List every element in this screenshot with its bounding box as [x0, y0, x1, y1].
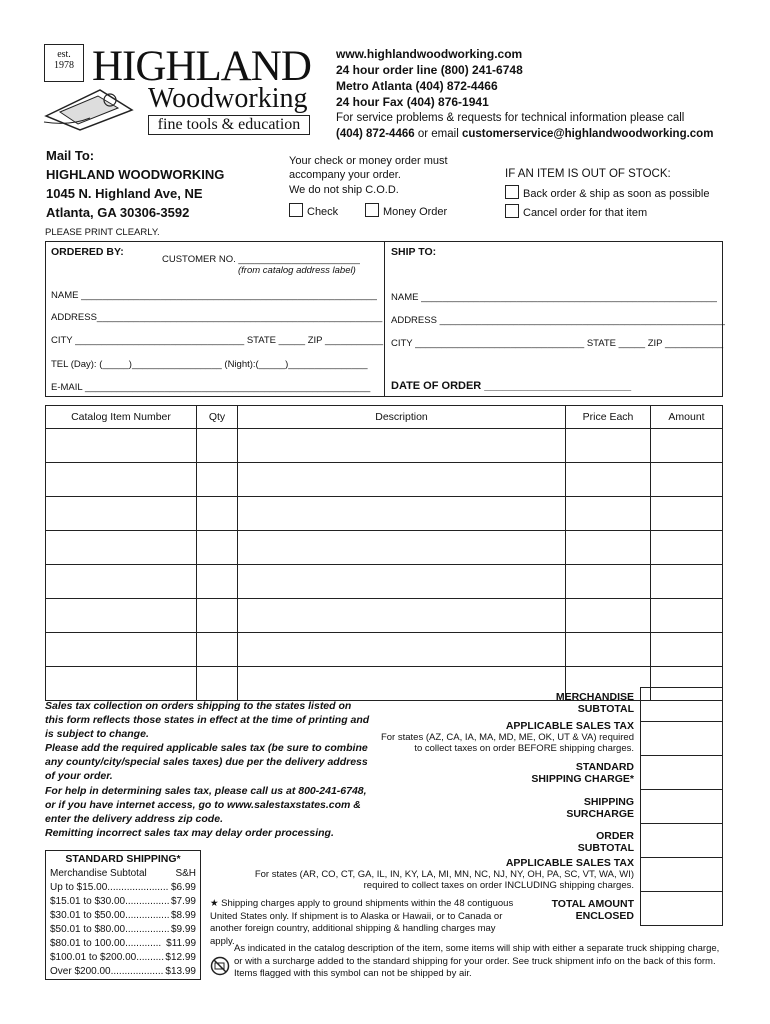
table-row [46, 599, 723, 633]
truck-shipping-footnote: As indicated in the catalog description of the item, some items will ship with either a separate truck shipping charge, or with a surcharge added to the standard shipping for your order. See truck shipment info on the back of this form. Items flagged with this symbol can not be shipped by air. [234, 943, 720, 979]
backorder-checkbox[interactable] [505, 185, 519, 199]
surcharge-label [420, 796, 634, 820]
cell-desc[interactable] [238, 531, 566, 565]
mail-to-label: Mail To: [46, 148, 95, 163]
sur-label-1: SHIPPING [583, 796, 634, 808]
cancel-label: Cancel order for that item [523, 207, 648, 219]
col-qty: Qty [197, 406, 238, 429]
cell-price[interactable] [566, 565, 651, 599]
service-or: or email [414, 128, 462, 140]
cell-item[interactable] [46, 463, 197, 497]
service-contact [336, 127, 713, 142]
cell-qty[interactable] [197, 599, 238, 633]
order-line: 24 hour order line (800) 241-6748 [336, 63, 523, 77]
customer-no-field[interactable]: CUSTOMER NO. _______________________ [162, 254, 360, 265]
date-of-order-field[interactable]: DATE OF ORDER ________________________ [391, 380, 632, 392]
service-phone: (404) 872-4466 [336, 128, 415, 140]
address-divider [384, 241, 385, 397]
sales-tax-1-note-b: to collect taxes on order BEFORE shipping charges. [414, 743, 634, 754]
shipping-footnote: ★ Shipping charges apply to ground shipments within the 48 contiguous United States only. If shipment is to Alaska or Hawaii, or to Canada or another foreign country, additional shipping & handling charges may apply. [210, 898, 514, 947]
tax-note-4: Remitting incorrect sales tax may delay order processing. [45, 827, 334, 839]
cell-item[interactable] [46, 599, 197, 633]
items-header-row [46, 406, 723, 429]
ordered-by-address-field[interactable]: ADDRESS______________________________________________________ [51, 312, 383, 323]
list-item [46, 951, 200, 965]
ordered-by-heading: ORDERED BY: [51, 246, 124, 258]
check-option[interactable] [289, 203, 338, 219]
ship-to-address-field[interactable]: ADDRESS ______________________________________________________ [391, 315, 725, 326]
ordered-by-tel-field[interactable]: TEL (Day): (_____)_________________ (Night):(_____)_______________ [51, 359, 368, 370]
shipping-price: $7.99 [170, 896, 196, 907]
merch-subtotal-box[interactable] [640, 687, 723, 722]
ordered-by-city-field[interactable]: CITY ________________________________ STATE _____ ZIP ___________ [51, 335, 384, 346]
shipping-price: $12.99 [165, 952, 196, 963]
shipping-range: $100.01 to $200.00.......... [50, 952, 164, 963]
cell-amount[interactable] [651, 565, 723, 599]
total-enclosed-label [520, 898, 634, 922]
cell-amount[interactable] [651, 599, 723, 633]
stock-option-cancel[interactable] [505, 204, 647, 220]
check-label: Check [307, 206, 339, 218]
no-air-shipping-icon [210, 956, 230, 976]
payment-note-2: accompany your order. [289, 169, 401, 181]
cell-amount[interactable] [651, 633, 723, 667]
cell-amount[interactable] [651, 463, 723, 497]
shipping-table-title: STANDARD SHIPPING* [65, 853, 181, 865]
sales-tax-2-box[interactable] [640, 857, 723, 892]
shipping-col-sh: S&H [175, 868, 196, 879]
std-label-2: SHIPPING CHARGE* [531, 773, 634, 785]
cell-qty[interactable] [197, 429, 238, 463]
cell-desc[interactable] [238, 599, 566, 633]
logo-subtitle: Woodworking [148, 83, 308, 114]
tax-note-1: Sales tax collection on orders shipping to the states listed on this form reflects those states in effect at the time of printing and is subject to change. [45, 700, 370, 740]
list-item [46, 965, 200, 979]
cell-qty[interactable] [197, 463, 238, 497]
payment-note-3: We do not ship C.O.D. [289, 184, 399, 196]
total-label-2: ENCLOSED [575, 910, 634, 922]
ord-label-1: ORDER [596, 830, 634, 842]
standard-shipping-label [420, 761, 634, 785]
order-subtotal-label [420, 830, 634, 854]
cancel-checkbox[interactable] [505, 204, 519, 218]
payment-note-1: Your check or money order must [289, 155, 448, 167]
table-row [46, 531, 723, 565]
logo-tagline: fine tools & education [148, 115, 310, 135]
money-order-checkbox[interactable] [365, 203, 379, 217]
ship-to-name-field[interactable]: NAME ________________________________________________________ [391, 292, 717, 303]
cell-amount[interactable] [651, 497, 723, 531]
cell-price[interactable] [566, 599, 651, 633]
shipping-table [45, 850, 201, 980]
cell-item[interactable] [46, 531, 197, 565]
shipping-price: $13.99 [165, 966, 196, 977]
stock-heading: IF AN ITEM IS OUT OF STOCK: [505, 168, 671, 180]
logo-title: HIGHLAND [92, 43, 311, 90]
cell-qty[interactable] [197, 633, 238, 667]
list-item [46, 923, 200, 937]
logo-est-year: 1978 [54, 60, 74, 71]
ord-label-2: SUBTOTAL [577, 842, 634, 854]
tax-note-2: Please add the required applicable sales tax (be sure to combine any county/city/special sales taxes) due per the delivery address of your order. [45, 742, 368, 782]
list-item [46, 937, 200, 951]
table-row [46, 497, 723, 531]
metro-phone: Metro Atlanta (404) 872-4466 [336, 79, 498, 93]
order-subtotal-box[interactable] [640, 823, 723, 858]
cell-amount[interactable] [651, 531, 723, 565]
shipping-price: $8.99 [170, 910, 196, 921]
website-link[interactable]: www.highlandwoodworking.com [336, 47, 523, 61]
shipping-range: $15.01 to $30.00................ [50, 896, 170, 907]
shipping-price: $11.99 [166, 938, 196, 949]
surcharge-box[interactable] [640, 789, 723, 824]
sales-tax-1-note-a: For states (AZ, CA, IA, MA, MD, ME, OK, UT & VA) required [380, 732, 634, 743]
cell-amount[interactable] [651, 429, 723, 463]
cell-desc[interactable] [238, 497, 566, 531]
cell-item[interactable] [46, 429, 197, 463]
shipping-range: Up to $15.00...................... [50, 882, 169, 893]
items-table [45, 405, 723, 701]
cell-item[interactable] [46, 497, 197, 531]
cell-price[interactable] [566, 463, 651, 497]
sales-tax-1-box[interactable] [640, 721, 723, 756]
check-checkbox[interactable] [289, 203, 303, 217]
tax-note-3: For help in determining sales tax, please call us at 800-241-6748, or if you have internet access, go to www.salestaxstates.com & enter the delivery address zip code. [45, 785, 367, 825]
logo-est-badge [44, 44, 84, 82]
cell-price[interactable] [566, 633, 651, 667]
shipping-range: $30.01 to $50.00................ [50, 910, 170, 921]
shipping-table-header [46, 867, 200, 881]
shipping-price: $9.99 [170, 924, 196, 935]
col-amount: Amount [651, 406, 723, 429]
merch-label-1: MERCHANDISE [555, 691, 634, 703]
shipping-price: $6.99 [170, 882, 196, 893]
mail-to-name: HIGHLAND WOODWORKING [46, 167, 225, 182]
ordered-by-name-field[interactable]: NAME ________________________________________________________ [51, 290, 377, 301]
backorder-label: Back order & ship as soon as possible [523, 188, 710, 200]
sur-label-2: SURCHARGE [566, 808, 634, 820]
customer-no-note: (from catalog address label) [238, 265, 356, 276]
shipping-range: $80.01 to 100.00............. [50, 938, 162, 949]
ship-to-city-field[interactable]: CITY ________________________________ STATE _____ ZIP ___________ [391, 338, 724, 349]
money-order-label: Money Order [383, 206, 448, 218]
table-row [46, 429, 723, 463]
ship-to-heading: SHIP TO: [391, 246, 437, 258]
standard-shipping-box[interactable] [640, 755, 723, 790]
cell-qty[interactable] [197, 565, 238, 599]
cell-desc[interactable] [238, 463, 566, 497]
col-price-each: Price Each [566, 406, 651, 429]
col-catalog-item-number: Catalog Item Number [46, 406, 197, 429]
std-label-1: STANDARD [575, 761, 634, 773]
col-description: Description [238, 406, 566, 429]
cell-desc[interactable] [238, 565, 566, 599]
merch-label-2: SUBTOTAL [577, 703, 634, 715]
ordered-by-email-field[interactable]: E-MAIL ______________________________________________________ [51, 382, 371, 393]
cell-item[interactable] [46, 667, 197, 701]
sales-tax-1-label: APPLICABLE SALES TAX [505, 720, 634, 732]
table-row [46, 633, 723, 667]
logo-est-text: est. [57, 49, 71, 60]
total-label-1: TOTAL AMOUNT [551, 898, 634, 910]
list-item [46, 881, 200, 895]
cell-desc[interactable] [238, 633, 566, 667]
print-note: PLEASE PRINT CLEARLY. [45, 227, 160, 238]
cell-price[interactable] [566, 429, 651, 463]
cell-desc[interactable] [238, 429, 566, 463]
total-enclosed-box[interactable] [640, 891, 723, 926]
sales-tax-2-note-b: required to collect taxes on order INCLUDING shipping charges. [363, 880, 634, 891]
money-order-option[interactable] [365, 203, 447, 219]
service-email-link[interactable]: customerservice@highlandwoodworking.com [461, 128, 714, 140]
cell-item[interactable] [46, 633, 197, 667]
stock-option-backorder[interactable] [505, 185, 710, 201]
list-item [46, 909, 200, 923]
cell-price[interactable] [566, 531, 651, 565]
cell-qty[interactable] [197, 667, 238, 701]
sales-tax-2-note-a: For states (AR, CO, CT, GA, IL, IN, KY, LA, MI, MN, NC, NJ, NY, OH, PA, SC, VT, WA, WI) [254, 869, 634, 880]
mail-to-city: Atlanta, GA 30306-3592 [46, 205, 190, 220]
service-note: For service problems & requests for technical information please call [336, 112, 685, 124]
sales-tax-2-label: APPLICABLE SALES TAX [505, 857, 634, 869]
cell-qty[interactable] [197, 531, 238, 565]
mail-to-street: 1045 N. Highland Ave, NE [46, 186, 203, 201]
fax-line: 24 hour Fax (404) 876-1941 [336, 95, 489, 109]
cell-qty[interactable] [197, 497, 238, 531]
cell-item[interactable] [46, 565, 197, 599]
table-row [46, 463, 723, 497]
list-item [46, 895, 200, 909]
table-row [46, 565, 723, 599]
shipping-range: Over $200.00................... [50, 966, 164, 977]
shipping-col-subtotal: Merchandise Subtotal [50, 868, 147, 879]
shipping-range: $50.01 to $80.00................ [50, 924, 170, 935]
cell-price[interactable] [566, 497, 651, 531]
merch-subtotal-label [420, 691, 634, 715]
